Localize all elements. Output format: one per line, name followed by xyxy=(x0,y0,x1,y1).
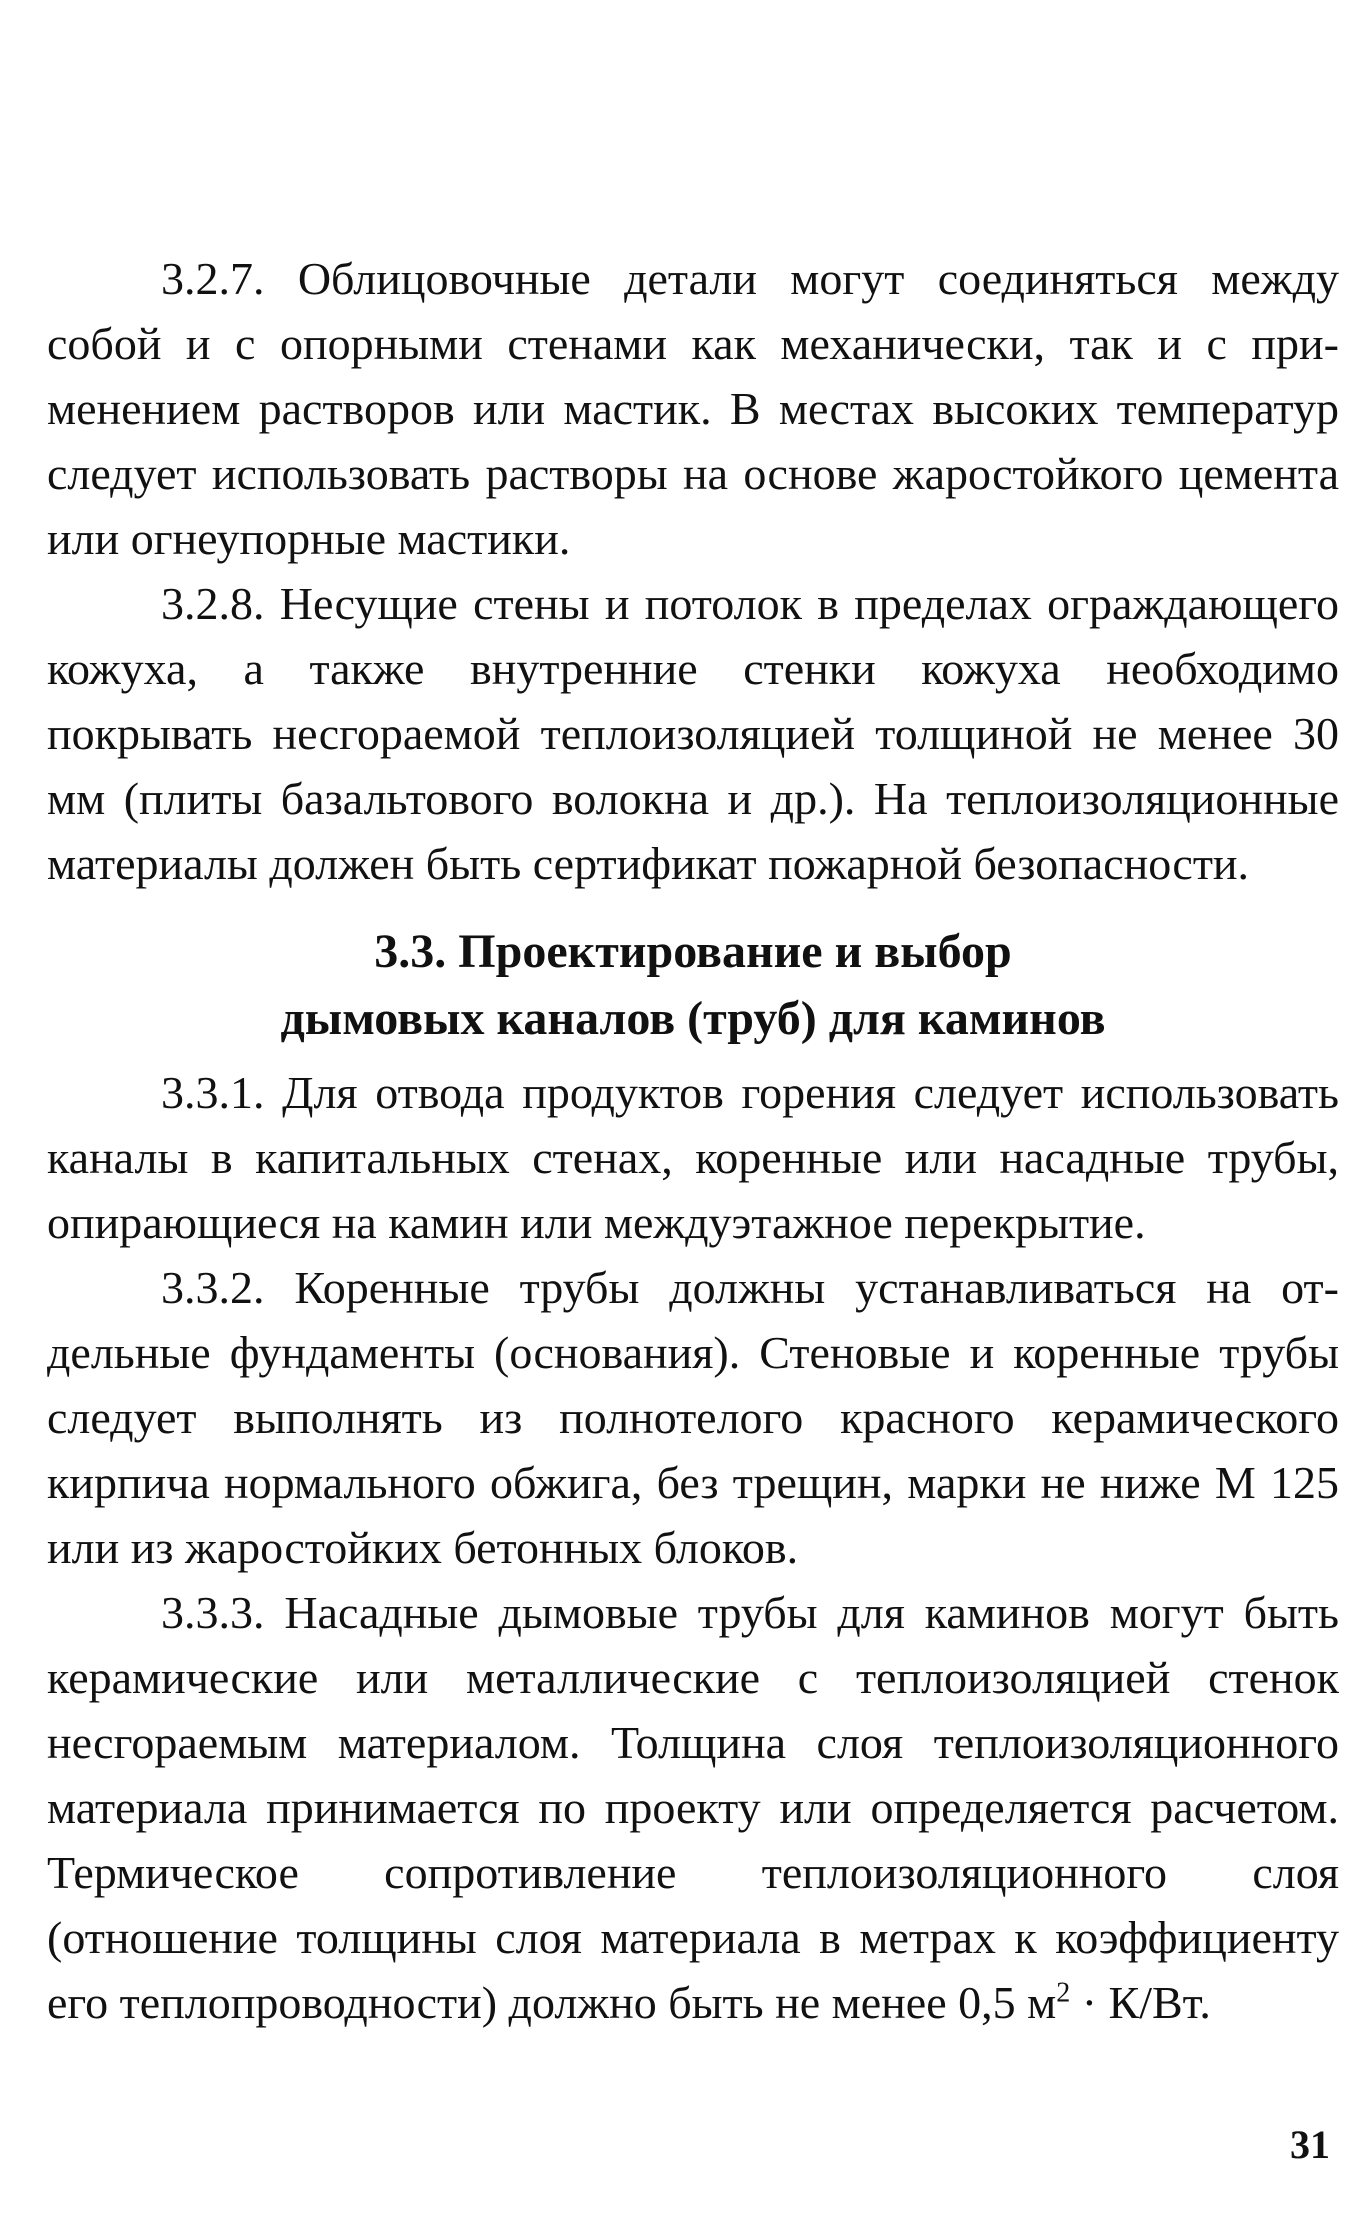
paragraph-3-3-2: 3.3.2. Коренные трубы должны устанавливаться на отдельные фундаменты (основания). Стеновые и коренные трубы следует выполнять из полнотелого красного керамического кирпича нормального обжига, без трещин, марки не ниже М 125 или из жаростойких бетонных блоков. xyxy=(47,1262,1339,1573)
paragraph-3-2-7: 3.2.7. Облицовочные детали могут соединяться между собой и с опорными стенами как механически, так и с применением растворов или мастик. В местах высоких температур следует использовать растворы на основе жаростойкого цемента или огнеупорные мастики. xyxy=(47,253,1339,564)
paragraph-3-3-3 xyxy=(47,1580,1339,2035)
section-heading xyxy=(47,918,1339,1052)
paragraph-3-3-1: 3.3.1. Для отвода продуктов горения следует использовать каналы в капитальных стенах, коренные или насадные трубы, опирающиеся на камин или междуэтажное перекрытие. xyxy=(47,1067,1339,1248)
heading-line-2: дымовых каналов (труб) для каминов xyxy=(280,992,1106,1045)
page-content xyxy=(47,246,1339,2035)
page-number: 31 xyxy=(1290,2122,1330,2167)
paragraph-3-2-8: 3.2.8. Несущие стены и потолок в пределах ограждающего кожуха, а также внутренние стенки кожуха необходимо покрывать несгораемой теплоизоляцией толщиной не менее 30 мм (плиты базальтового волокна и др.). На теплоизоляционные материалы должен быть сертификат пожарной безопасности. xyxy=(47,578,1339,889)
paragraph-3-3-3-unit: · К/Вт. xyxy=(1070,1977,1211,2028)
paragraph-3-3-3-text: 3.3.3. Насадные дымовые трубы для каминов могут быть керамические или металлические с теплоизоляцией стенок несгораемым материалом. Толщина слоя теплоизоляционного материала принимается по проекту или определяется расчетом. Термическое сопротивление теплоизоляционного слоя (отношение толщины слоя материала в метрах к коэффициенту его теплопроводности) должно быть не менее 0,5 м xyxy=(47,1587,1339,2028)
superscript-2: 2 xyxy=(1056,1977,1071,2009)
heading-line-1: 3.3. Проектирование и выбор xyxy=(374,925,1012,978)
